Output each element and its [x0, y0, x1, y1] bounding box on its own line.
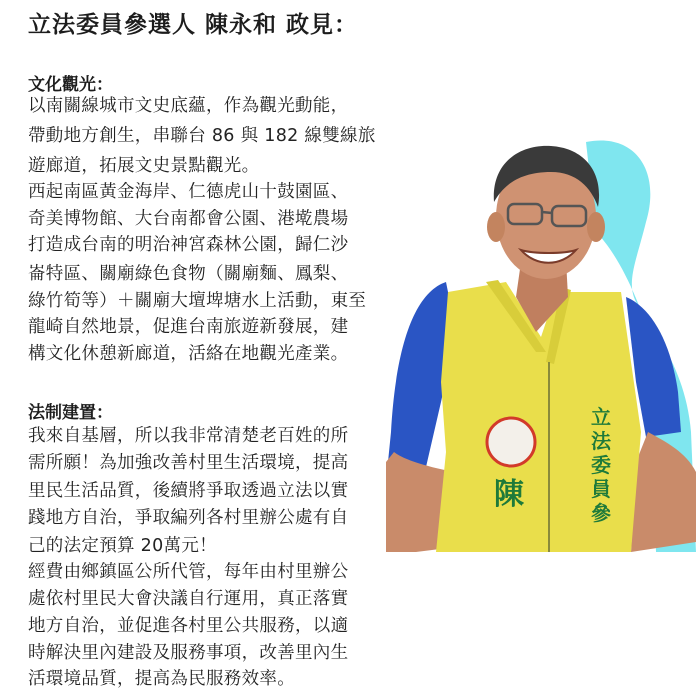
text-line: 打造成台南的明治神宮森林公園，歸仁沙 — [28, 235, 349, 255]
text-line: 遊廊道，拓展文史景點觀光。 — [28, 156, 260, 176]
text-line: 己的法定預算 20萬元！ — [28, 536, 217, 556]
text-line: 里民生活品質，後續將爭取透過立法以實 — [28, 481, 349, 501]
text-line: 綠竹筍等）＋關廟大壇埤塘水上活動，東至 — [28, 291, 367, 311]
page-title: 立法委員參選人 陳永和 政見： — [28, 12, 359, 38]
svg-text:委: 委 — [591, 453, 611, 477]
text-line: 構文化休憩新廊道，活絡在地觀光產業。 — [28, 344, 349, 364]
svg-text:立: 立 — [591, 405, 611, 429]
text-line: 帶動地方創生，串聯台 86 與 182 線雙線旅 — [28, 126, 376, 146]
text-line: 奇美博物館、大台南都會公園、港墘農場 — [28, 209, 349, 229]
svg-text:員: 員 — [591, 477, 611, 501]
text-line: 地方自治，並促進各村里公共服務，以適 — [28, 616, 349, 636]
vest-badge — [487, 418, 535, 466]
text-line: 龍崎自然地景，促進台南旅遊新發展，建 — [28, 317, 349, 337]
candidate-photo — [386, 132, 696, 552]
text-line: 踐地方自治，爭取編列各村里辦公處有自 — [28, 508, 349, 528]
text-line: 我來自基層，所以我非常清楚老百姓的所 — [28, 426, 349, 446]
text-line: 時解決里內建設及服務事項，改善里內生 — [28, 643, 349, 663]
section-heading-culture-tourism: 文化觀光： — [28, 75, 113, 95]
text-line: 處依村里民大會決議自行運用，真正落實 — [28, 589, 349, 609]
text-line: 崙特區、關廟綠色食物（關廟麵、鳳梨、 — [28, 264, 349, 284]
text-line: 活環境品質，提高為民服務效率。 — [28, 669, 295, 689]
text-line: 經費由鄉鎮區公所代管，每年由村里辦公 — [28, 562, 349, 582]
svg-text:陳: 陳 — [494, 477, 524, 512]
text-line: 西起南區黃金海岸、仁德虎山十鼓園區、 — [28, 182, 349, 202]
text-line: 需所願！為加強改善村里生活環境，提高 — [28, 453, 349, 473]
svg-text:參: 參 — [591, 501, 611, 525]
text-line: 以南關線城市文史底蘊，作為觀光動能， — [28, 96, 349, 116]
svg-text:法: 法 — [591, 429, 611, 453]
section-heading-legal-system: 法制建置： — [28, 403, 113, 423]
